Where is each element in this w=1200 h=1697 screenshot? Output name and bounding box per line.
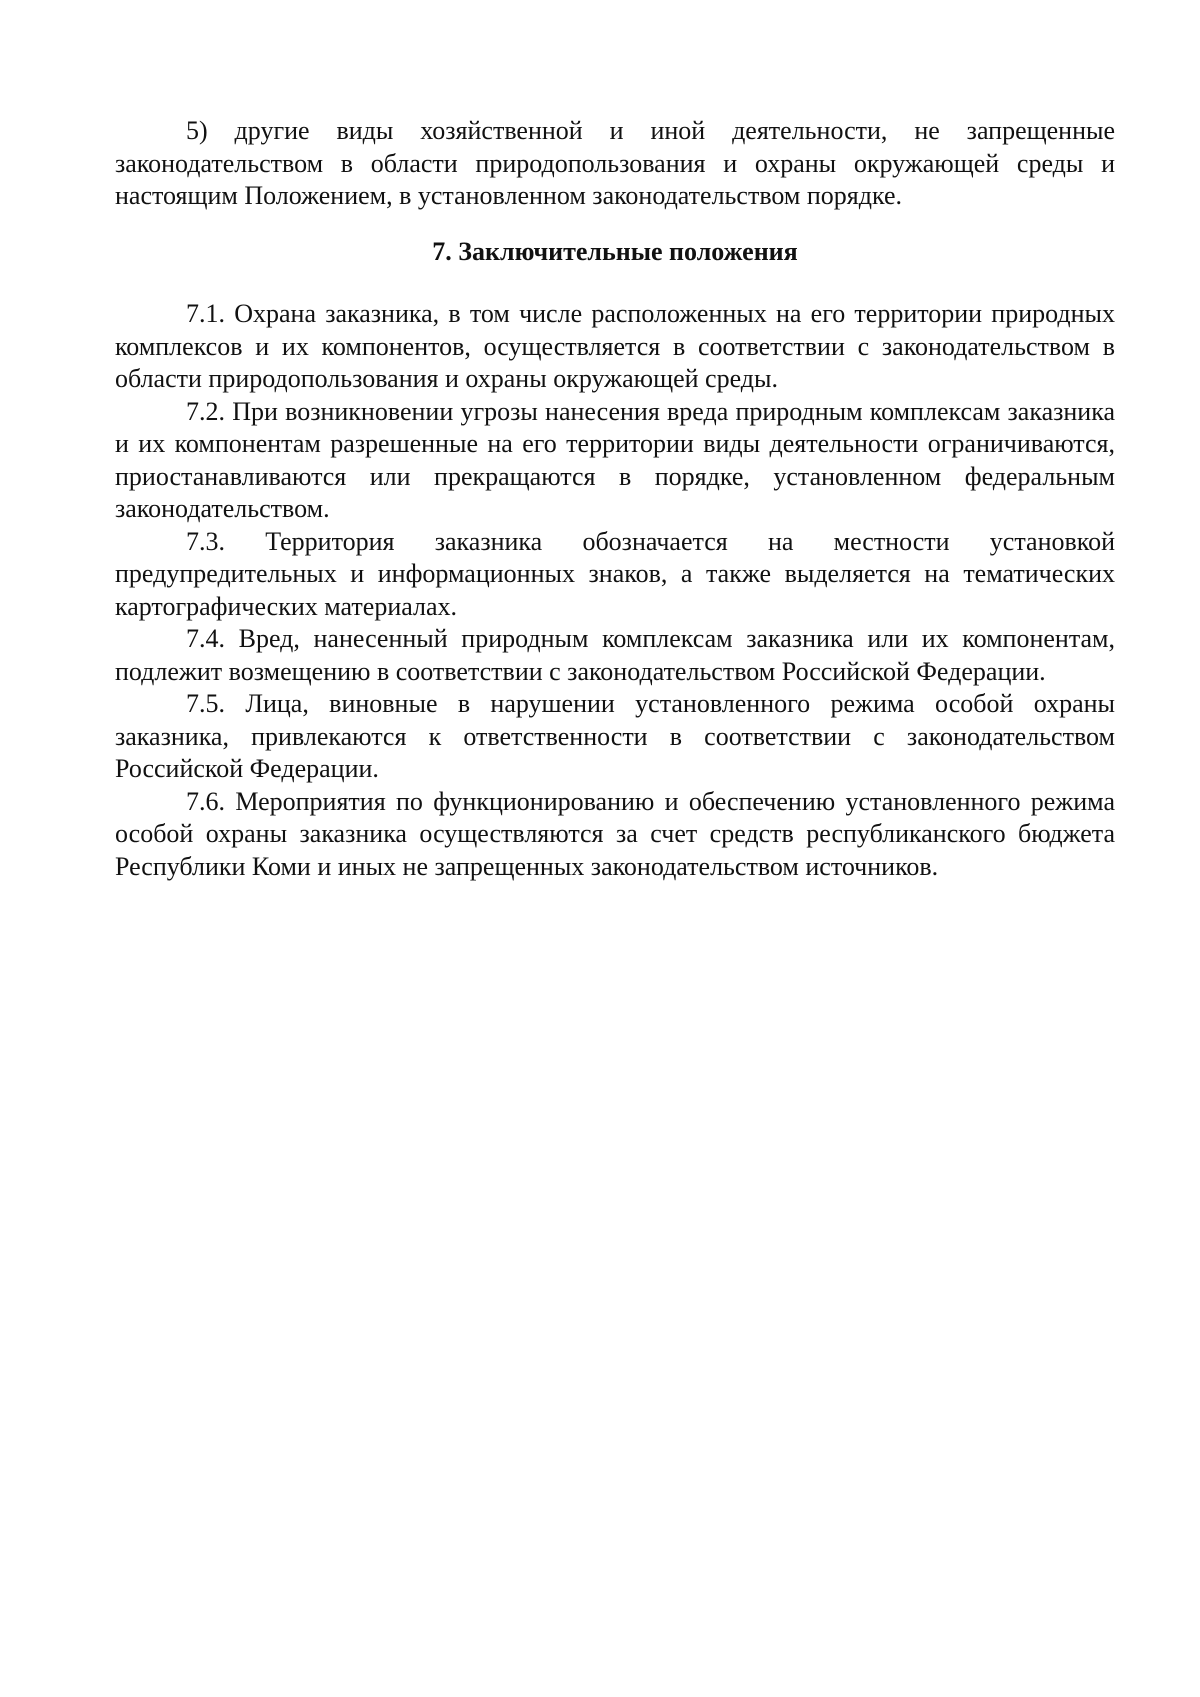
paragraph-7-1: 7.1. Охрана заказника, в том числе расположенных на его территории природных комплексов и их компонентов, осуществляется в соответствии с законодательством в области природопользования и охраны окружающей среды. (115, 299, 1115, 393)
paragraph-7-5: 7.5. Лица, виновные в нарушении установленного режима особой охраны заказника, привлекаются к ответственности в соответствии с законодательством Российской Федерации. (115, 689, 1115, 783)
paragraph-7-2: 7.2. При возникновении угрозы нанесения вреда природным комплексам заказника и их компонентам разрешенные на его территории виды деятельности ограничиваются, приостанавливаются или прекращаются в порядке, установленном федеральным законодательством. (115, 396, 1115, 523)
intro-item-5: 5) другие виды хозяйственной и иной деятельности, не запрещенные законодательством в области природопользования и охраны окружающей среды и настоящим Положением, в установленном законодательством порядке. (115, 116, 1115, 210)
paragraph-7-3: 7.3. Территория заказника обозначается на местности установкой предупредительных и информационных знаков, а также выделяется на тематических картографических материалах. (115, 526, 1115, 621)
paragraph-7-6: 7.6. Мероприятия по функционированию и обеспечению установленного режима особой охраны заказника осуществляются за счет средств республиканского бюджета Республики Коми и иных не запрещенных законодательством источников. (115, 786, 1115, 881)
section-title: 7. Заключительные положения (432, 236, 798, 266)
paragraph-7-4: 7.4. Вред, нанесенный природным комплексам заказника или их компонентам, подлежит возмещению в соответствии с законодательством Российской Федерации. (115, 624, 1115, 686)
document-body (115, 115, 1115, 883)
